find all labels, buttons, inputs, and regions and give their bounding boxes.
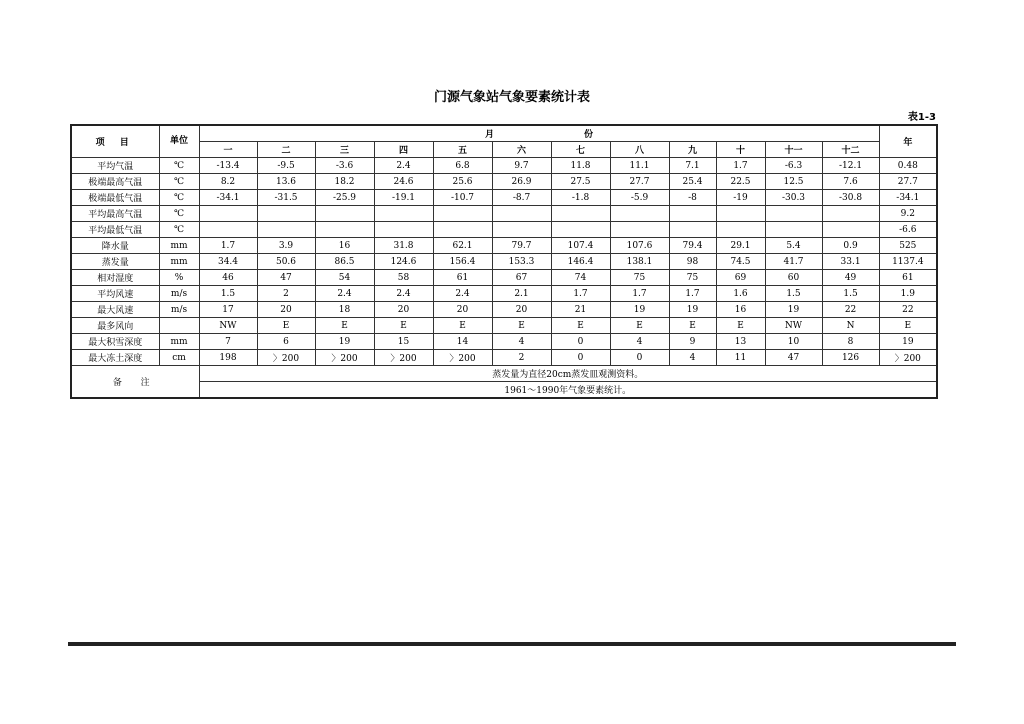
table-cell: 〉200 xyxy=(374,350,433,366)
table-cell: 74.5 xyxy=(716,254,765,270)
table-cell: N xyxy=(822,318,879,334)
table-cell: 25.4 xyxy=(669,174,716,190)
table-cell: 4 xyxy=(610,334,669,350)
table-cell: 8.2 xyxy=(199,174,257,190)
row-year-value: 1137.4 xyxy=(879,254,937,270)
row-unit: mm xyxy=(159,334,199,350)
row-year-value: E xyxy=(879,318,937,334)
table-cell: 50.6 xyxy=(257,254,315,270)
row-item-label: 最多风向 xyxy=(71,318,159,334)
table-cell: 7.1 xyxy=(669,158,716,174)
table-cell: 98 xyxy=(669,254,716,270)
table-cell: 49 xyxy=(822,270,879,286)
table-cell: 6.8 xyxy=(433,158,492,174)
table-cell: -3.6 xyxy=(315,158,374,174)
table-cell: 〉200 xyxy=(257,350,315,366)
table-cell: 18 xyxy=(315,302,374,318)
table-cell xyxy=(257,206,315,222)
table-cell: 7.6 xyxy=(822,174,879,190)
table-cell: 67 xyxy=(492,270,551,286)
table-cell: 2.4 xyxy=(315,286,374,302)
remarks-note: 1961～1990年气象要素统计。 xyxy=(199,382,937,399)
table-cell xyxy=(257,222,315,238)
row-unit: ℃ xyxy=(159,190,199,206)
header-month: 四 xyxy=(374,142,433,158)
table-cell: 13.6 xyxy=(257,174,315,190)
table-cell: 0.9 xyxy=(822,238,879,254)
table-cell xyxy=(822,222,879,238)
remarks-label: 备 注 xyxy=(71,366,199,399)
table-row xyxy=(71,206,937,222)
table-cell: 2.4 xyxy=(433,286,492,302)
row-year-value: 27.7 xyxy=(879,174,937,190)
table-row xyxy=(71,270,937,286)
table-cell xyxy=(433,222,492,238)
table-cell: 74 xyxy=(551,270,610,286)
row-item-label: 相对湿度 xyxy=(71,270,159,286)
table-cell: 24.6 xyxy=(374,174,433,190)
row-unit: cm xyxy=(159,350,199,366)
table-cell: 7 xyxy=(199,334,257,350)
table-cell: 86.5 xyxy=(315,254,374,270)
table-cell: 2.4 xyxy=(374,158,433,174)
table-cell: 8 xyxy=(822,334,879,350)
table-cell: E xyxy=(433,318,492,334)
table-cell: 11 xyxy=(716,350,765,366)
table-row xyxy=(71,238,937,254)
header-unit: 单位 xyxy=(159,125,199,158)
table-cell: 〉200 xyxy=(433,350,492,366)
row-unit: ℃ xyxy=(159,222,199,238)
row-item-label: 平均最高气温 xyxy=(71,206,159,222)
table-cell: 1.5 xyxy=(822,286,879,302)
table-cell xyxy=(765,222,822,238)
table-cell xyxy=(199,206,257,222)
table-cell: 54 xyxy=(315,270,374,286)
table-cell: 47 xyxy=(765,350,822,366)
table-cell xyxy=(610,222,669,238)
table-cell: -6.3 xyxy=(765,158,822,174)
table-cell: -13.4 xyxy=(199,158,257,174)
table-cell: 18.2 xyxy=(315,174,374,190)
table-row xyxy=(71,286,937,302)
table-cell: 79.7 xyxy=(492,238,551,254)
table-row xyxy=(71,318,937,334)
table-row xyxy=(71,190,937,206)
table-cell: 9.7 xyxy=(492,158,551,174)
table-row xyxy=(71,222,937,238)
row-year-value: 9.2 xyxy=(879,206,937,222)
row-item-label: 最大积雪深度 xyxy=(71,334,159,350)
table-cell: 19 xyxy=(610,302,669,318)
table-cell: 61 xyxy=(433,270,492,286)
table-cell: 4 xyxy=(492,334,551,350)
table-row xyxy=(71,334,937,350)
row-item-label: 平均气温 xyxy=(71,158,159,174)
table-cell: 58 xyxy=(374,270,433,286)
table-cell: E xyxy=(492,318,551,334)
header-month: 二 xyxy=(257,142,315,158)
table-cell: 2 xyxy=(257,286,315,302)
table-cell: 1.7 xyxy=(716,158,765,174)
table-cell: 124.6 xyxy=(374,254,433,270)
table-cell xyxy=(374,222,433,238)
table-cell: E xyxy=(257,318,315,334)
table-cell: 14 xyxy=(433,334,492,350)
header-month: 十一 xyxy=(765,142,822,158)
row-year-value: 22 xyxy=(879,302,937,318)
header-month: 七 xyxy=(551,142,610,158)
row-year-value: 0.48 xyxy=(879,158,937,174)
table-cell xyxy=(716,222,765,238)
header-month: 九 xyxy=(669,142,716,158)
row-year-value: 1.9 xyxy=(879,286,937,302)
row-item-label: 蒸发量 xyxy=(71,254,159,270)
table-cell: 156.4 xyxy=(433,254,492,270)
table-cell xyxy=(374,206,433,222)
table-cell: 79.4 xyxy=(669,238,716,254)
weather-stats-table xyxy=(70,124,938,399)
table-cell: 126 xyxy=(822,350,879,366)
table-cell: NW xyxy=(765,318,822,334)
table-cell: 1.7 xyxy=(669,286,716,302)
table-cell: 31.8 xyxy=(374,238,433,254)
header-month: 十 xyxy=(716,142,765,158)
row-year-value: 525 xyxy=(879,238,937,254)
table-cell xyxy=(669,206,716,222)
table-cell: 16 xyxy=(716,302,765,318)
bottom-rule xyxy=(68,642,956,646)
table-row xyxy=(71,158,937,174)
table-cell: -30.8 xyxy=(822,190,879,206)
row-year-value: -6.6 xyxy=(879,222,937,238)
header-month: 五 xyxy=(433,142,492,158)
row-unit: ℃ xyxy=(159,158,199,174)
table-cell xyxy=(492,222,551,238)
header-month-group xyxy=(199,125,879,142)
row-year-value: 61 xyxy=(879,270,937,286)
row-unit xyxy=(159,318,199,334)
remarks-row xyxy=(71,382,937,399)
header-month: 三 xyxy=(315,142,374,158)
table-cell: 22 xyxy=(822,302,879,318)
table-cell: -34.1 xyxy=(199,190,257,206)
table-cell: 2.4 xyxy=(374,286,433,302)
table-cell xyxy=(315,206,374,222)
remarks-note: 蒸发量为直径20cm蒸发皿观测资料。 xyxy=(199,366,937,382)
table-cell: 146.4 xyxy=(551,254,610,270)
table-cell: -19 xyxy=(716,190,765,206)
table-cell: 19 xyxy=(765,302,822,318)
table-cell: 75 xyxy=(669,270,716,286)
remarks-row xyxy=(71,366,937,382)
table-cell: 10 xyxy=(765,334,822,350)
table-cell: 12.5 xyxy=(765,174,822,190)
table-cell: 1.6 xyxy=(716,286,765,302)
table-cell xyxy=(765,206,822,222)
table-cell xyxy=(669,222,716,238)
table-cell: 138.1 xyxy=(610,254,669,270)
row-unit: m/s xyxy=(159,286,199,302)
table-cell: E xyxy=(669,318,716,334)
table-cell: -5.9 xyxy=(610,190,669,206)
header-item: 项 目 xyxy=(71,125,159,158)
table-cell: -25.9 xyxy=(315,190,374,206)
table-cell: 29.1 xyxy=(716,238,765,254)
row-unit: mm xyxy=(159,254,199,270)
table-cell: 2 xyxy=(492,350,551,366)
table-cell: -1.8 xyxy=(551,190,610,206)
table-cell: 34.4 xyxy=(199,254,257,270)
table-cell: 16 xyxy=(315,238,374,254)
table-cell: 11.1 xyxy=(610,158,669,174)
table-cell: 69 xyxy=(716,270,765,286)
table-cell: 33.1 xyxy=(822,254,879,270)
row-unit: mm xyxy=(159,238,199,254)
table-cell: -12.1 xyxy=(822,158,879,174)
table-cell: 19 xyxy=(669,302,716,318)
page-title: 门源气象站气象要素统计表 xyxy=(433,90,590,105)
table-cell xyxy=(551,206,610,222)
row-year-value: 19 xyxy=(879,334,937,350)
table-cell: -31.5 xyxy=(257,190,315,206)
table-cell: 60 xyxy=(765,270,822,286)
table-cell: 13 xyxy=(716,334,765,350)
table-cell: 153.3 xyxy=(492,254,551,270)
table-cell: NW xyxy=(199,318,257,334)
header-year: 年 xyxy=(879,125,937,158)
table-cell: 2.1 xyxy=(492,286,551,302)
table-cell: 1.5 xyxy=(199,286,257,302)
table-cell xyxy=(822,206,879,222)
table-cell: 6 xyxy=(257,334,315,350)
row-item-label: 平均最低气温 xyxy=(71,222,159,238)
table-cell: -10.7 xyxy=(433,190,492,206)
table-cell: 〉200 xyxy=(315,350,374,366)
table-cell: E xyxy=(610,318,669,334)
table-row xyxy=(71,174,937,190)
table-cell: 1.7 xyxy=(551,286,610,302)
table-cell: -9.5 xyxy=(257,158,315,174)
row-item-label: 降水量 xyxy=(71,238,159,254)
table-cell: 107.4 xyxy=(551,238,610,254)
table-cell: 11.8 xyxy=(551,158,610,174)
table-cell: 9 xyxy=(669,334,716,350)
table-cell: 15 xyxy=(374,334,433,350)
table-cell: 5.4 xyxy=(765,238,822,254)
row-unit: m/s xyxy=(159,302,199,318)
table-cell: 0 xyxy=(551,334,610,350)
table-cell xyxy=(492,206,551,222)
row-unit: % xyxy=(159,270,199,286)
table-cell: 27.7 xyxy=(610,174,669,190)
table-cell: 20 xyxy=(433,302,492,318)
table-cell: E xyxy=(315,318,374,334)
table-row xyxy=(71,350,937,366)
table-cell: -30.3 xyxy=(765,190,822,206)
row-item-label: 最大冻土深度 xyxy=(71,350,159,366)
header-month: 八 xyxy=(610,142,669,158)
table-cell xyxy=(199,222,257,238)
row-unit: ℃ xyxy=(159,206,199,222)
table-cell: 20 xyxy=(374,302,433,318)
row-year-value: -34.1 xyxy=(879,190,937,206)
table-row xyxy=(71,254,937,270)
table-cell: 19 xyxy=(315,334,374,350)
table-cell: 22.5 xyxy=(716,174,765,190)
table-cell: 0 xyxy=(610,350,669,366)
table-cell: 107.6 xyxy=(610,238,669,254)
header-month: 十二 xyxy=(822,142,879,158)
table-cell: 4 xyxy=(669,350,716,366)
table-cell xyxy=(610,206,669,222)
table-cell: E xyxy=(551,318,610,334)
table-cell: 62.1 xyxy=(433,238,492,254)
row-unit: ℃ xyxy=(159,174,199,190)
table-number: 表1-3 xyxy=(907,112,936,123)
table-cell: 25.6 xyxy=(433,174,492,190)
row-item-label: 极端最低气温 xyxy=(71,190,159,206)
table-cell: 20 xyxy=(257,302,315,318)
row-item-label: 最大风速 xyxy=(71,302,159,318)
header-month-group-label: 月份 xyxy=(485,130,684,140)
table-cell: 1.5 xyxy=(765,286,822,302)
table-cell: 1.7 xyxy=(199,238,257,254)
table-cell: 27.5 xyxy=(551,174,610,190)
table-cell: E xyxy=(374,318,433,334)
table-cell xyxy=(315,222,374,238)
table-cell: 21 xyxy=(551,302,610,318)
table-cell: 198 xyxy=(199,350,257,366)
table-cell: E xyxy=(716,318,765,334)
table-cell: 0 xyxy=(551,350,610,366)
table-cell: 17 xyxy=(199,302,257,318)
table-cell: 47 xyxy=(257,270,315,286)
header-month: 一 xyxy=(199,142,257,158)
table-cell: -8.7 xyxy=(492,190,551,206)
table-cell xyxy=(551,222,610,238)
table-cell: 46 xyxy=(199,270,257,286)
table-cell: -8 xyxy=(669,190,716,206)
header-month: 六 xyxy=(492,142,551,158)
row-year-value: 〉200 xyxy=(879,350,937,366)
table-cell: 3.9 xyxy=(257,238,315,254)
row-item-label: 极端最高气温 xyxy=(71,174,159,190)
table-cell: 26.9 xyxy=(492,174,551,190)
table-cell: 20 xyxy=(492,302,551,318)
table-cell: 41.7 xyxy=(765,254,822,270)
table-cell: 1.7 xyxy=(610,286,669,302)
table-cell xyxy=(433,206,492,222)
table-cell: -19.1 xyxy=(374,190,433,206)
table-cell xyxy=(716,206,765,222)
row-item-label: 平均风速 xyxy=(71,286,159,302)
table-row xyxy=(71,302,937,318)
table-cell: 75 xyxy=(610,270,669,286)
